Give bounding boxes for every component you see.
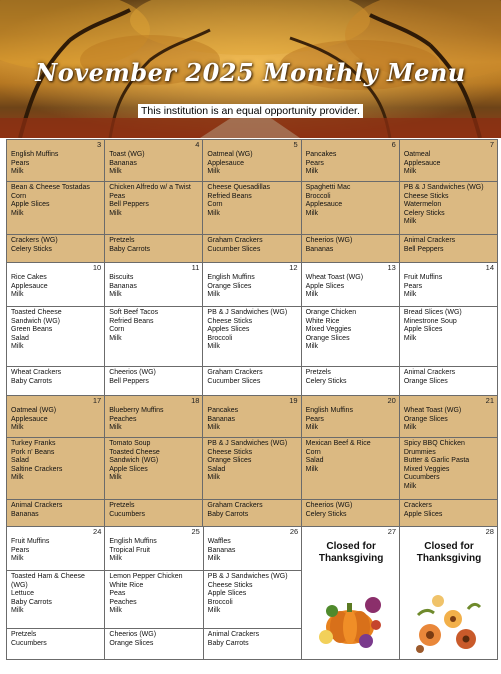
menu-item: Spaghetti Mac <box>305 184 351 191</box>
menu-item: Applesauce <box>305 201 343 209</box>
snack-cell <box>7 235 105 263</box>
menu-item: English Muffins <box>11 151 59 158</box>
week-row <box>7 527 498 660</box>
menu-item: Pears <box>11 546 30 554</box>
menu-item: Minestrone Soup <box>403 317 457 325</box>
day-cell <box>203 140 301 182</box>
menu-item: Wheat Toast (WG) <box>305 274 364 281</box>
lunch-cell <box>400 307 498 367</box>
snack-row <box>7 367 498 396</box>
day-number: 26 <box>289 527 299 536</box>
menu-item: Drummies <box>403 448 436 456</box>
lunch-cell <box>105 182 203 235</box>
menu-item: Baby Carrots <box>207 639 249 647</box>
menu-item: Milk <box>207 168 220 176</box>
lunch-cell <box>7 438 105 500</box>
week-days-block <box>7 527 302 660</box>
menu-item: Turkey Franks <box>11 440 56 447</box>
menu-item: Orange Chicken <box>305 309 357 316</box>
menu-item: Butter & Garlic Pasta <box>403 457 470 465</box>
day-number: 20 <box>387 396 396 405</box>
day-number: 27 <box>387 527 397 536</box>
day-number: 11 <box>191 263 200 272</box>
day-cell <box>7 396 105 438</box>
menu-item: Milk <box>305 209 319 217</box>
day-number: 6 <box>391 140 396 149</box>
menu-item: Milk <box>305 168 319 176</box>
menu-calendar <box>6 139 498 660</box>
menu-item: Wheat Crackers <box>11 369 62 376</box>
menu-item: Biscuits <box>109 274 134 281</box>
menu-item: Lemon Pepper Chicken <box>109 573 183 580</box>
menu-item: Apple Slices <box>109 465 148 473</box>
menu-item: Celery Sticks <box>403 209 445 217</box>
menu-item: Milk <box>11 168 24 176</box>
menu-item: Cheese Sticks <box>403 192 449 200</box>
menu-item: Milk <box>109 209 122 217</box>
menu-item: Pretzels <box>109 502 135 509</box>
day-number: 25 <box>191 527 200 536</box>
menu-item: Spicy BBQ Chicken <box>403 440 465 447</box>
menu-item: Corn <box>11 192 27 200</box>
menu-item: Animal Crackers <box>403 369 456 376</box>
menu-item: Milk <box>207 607 221 615</box>
snack-cell <box>204 629 302 660</box>
menu-item: Bananas <box>207 415 236 423</box>
page-title: November 2025 Monthly Menu <box>35 58 466 87</box>
lunch-cell <box>105 571 203 629</box>
lunch-cell <box>302 307 400 367</box>
week-row <box>7 140 498 263</box>
menu-item: English Muffins <box>109 538 157 545</box>
closed-day-cell <box>400 527 498 660</box>
menu-item: Milk <box>109 555 122 563</box>
menu-item: Corn <box>207 201 223 209</box>
menu-item: Animal Crackers <box>207 631 260 638</box>
breakfast-row <box>7 396 498 438</box>
lunch-cell <box>7 571 105 629</box>
closed-holiday: Thanksgiving <box>318 553 384 564</box>
menu-item: Milk <box>109 168 122 176</box>
day-cell <box>302 263 400 307</box>
menu-item: Milk <box>305 343 319 351</box>
menu-item: Milk <box>109 607 122 615</box>
menu-item: Milk <box>109 291 122 299</box>
menu-item: Mixed Veggies <box>305 326 352 334</box>
menu-item: Saltine Crackers <box>11 465 63 473</box>
menu-item: Milk <box>403 168 417 176</box>
menu-item: English Muffins <box>207 274 255 281</box>
breakfast-row <box>7 140 498 182</box>
week-row <box>7 396 498 527</box>
menu-item: Milk <box>403 482 417 490</box>
menu-item: Tropical Fruit <box>109 546 150 554</box>
menu-item: Chicken Alfredo w/ a Twist <box>109 184 191 191</box>
menu-item: Cheese Sticks <box>207 448 253 456</box>
menu-item: Crackers <box>403 502 432 509</box>
menu-item: Baby Carrots <box>109 245 151 253</box>
menu-item: Milk <box>11 424 24 432</box>
menu-item: Bananas <box>109 282 137 290</box>
menu-item: Baby Carrots <box>11 377 52 385</box>
menu-item: Orange Slices <box>207 282 252 290</box>
lunch-row <box>7 571 302 629</box>
header-banner <box>0 0 501 138</box>
menu-item: Watermelon <box>403 201 442 209</box>
day-cell <box>7 140 105 182</box>
menu-item: Salad <box>11 334 29 342</box>
snack-cell <box>7 500 105 527</box>
snack-cell <box>302 235 400 263</box>
menu-item: Milk <box>207 555 221 563</box>
menu-item: Toasted Cheese <box>11 309 62 316</box>
day-number: 13 <box>387 263 396 272</box>
menu-item: Peas <box>109 192 126 200</box>
menu-item: Animal Crackers <box>403 237 456 244</box>
menu-item: Lettuce <box>11 590 34 598</box>
menu-item: Celery Sticks <box>305 510 347 518</box>
menu-item: Graham Crackers <box>207 237 263 244</box>
menu-item: Graham Crackers <box>207 369 263 376</box>
lunch-cell <box>203 182 301 235</box>
menu-item: Milk <box>11 209 24 217</box>
lunch-row <box>7 307 498 367</box>
day-cell <box>7 527 105 571</box>
day-cell <box>204 527 302 571</box>
day-cell <box>400 263 498 307</box>
menu-item: Pears <box>403 282 423 290</box>
menu-item: Pork n' Beans <box>11 448 55 456</box>
menu-item: Rice Cakes <box>11 274 47 281</box>
day-cell <box>400 396 498 438</box>
menu-item: Milk <box>403 334 417 342</box>
day-number: 24 <box>93 527 102 536</box>
lunch-cell <box>204 571 302 629</box>
day-cell <box>203 396 301 438</box>
snack-cell <box>400 235 498 263</box>
menu-item: Bananas <box>305 245 334 253</box>
menu-item: Soft Beef Tacos <box>109 309 159 316</box>
menu-item: Pretzels <box>109 237 135 244</box>
snack-row <box>7 500 498 527</box>
menu-item: Fruit Muffins <box>403 274 443 281</box>
menu-item: English Muffins <box>305 407 353 414</box>
lunch-row <box>7 182 498 235</box>
menu-item: Broccoli <box>207 598 233 606</box>
menu-item: Broccoli <box>207 334 233 342</box>
menu-item: Orange Slices <box>305 334 350 342</box>
menu-item: Cucumbers <box>403 474 440 482</box>
menu-item: PB & J Sandwiches (WG) <box>207 440 288 447</box>
menu-item: Milk <box>207 209 220 217</box>
menu-item: Milk <box>403 424 417 432</box>
snack-cell <box>302 500 400 527</box>
menu-item: Mexican Beef & Rice <box>305 440 371 447</box>
menu-item: Milk <box>11 607 24 615</box>
menu-item: Milk <box>11 343 24 351</box>
breakfast-row <box>7 263 498 307</box>
day-number: 12 <box>289 263 298 272</box>
lunch-cell <box>302 438 400 500</box>
day-cell <box>105 140 203 182</box>
lunch-cell <box>7 182 105 235</box>
snack-cell <box>7 367 105 396</box>
menu-item: Cheese Sticks <box>207 317 253 325</box>
menu-item: Orange Slices <box>403 377 448 385</box>
snack-cell <box>203 500 301 527</box>
menu-item: White Rice <box>305 317 340 325</box>
menu-item: Bell Peppers <box>109 201 149 209</box>
menu-item: Apple Slices <box>403 326 443 334</box>
menu-item: Peas <box>109 590 126 598</box>
menu-item: Oatmeal (WG) <box>207 151 253 158</box>
day-cell <box>105 527 203 571</box>
snack-cell <box>105 367 203 396</box>
lunch-cell <box>203 438 301 500</box>
menu-item: Toasted Cheese <box>109 448 160 456</box>
menu-item: Animal Crackers <box>11 502 63 509</box>
menu-item: Bananas <box>11 510 39 518</box>
lunch-cell <box>105 307 203 367</box>
day-cell <box>203 263 301 307</box>
snack-cell <box>7 629 105 660</box>
menu-item: (WG) <box>11 581 28 589</box>
menu-item: Refried Beans <box>109 317 154 325</box>
menu-item: Milk <box>305 465 319 473</box>
menu-item: Green Beans <box>11 326 53 334</box>
menu-item: Pretzels <box>305 369 331 376</box>
day-number: 14 <box>485 263 495 272</box>
snack-row <box>7 235 498 263</box>
menu-item: Pears <box>305 415 324 423</box>
menu-item: Orange Slices <box>403 415 448 423</box>
day-cell <box>302 396 400 438</box>
menu-item: Sandwich (WG) <box>11 317 61 325</box>
lunch-cell <box>7 307 105 367</box>
menu-item: PB & J Sandwiches (WG) <box>403 184 484 191</box>
menu-item: Applesauce <box>207 159 244 167</box>
menu-item: Bananas <box>109 159 137 167</box>
closed-text: Closed for <box>326 541 376 552</box>
day-number: 10 <box>92 263 102 272</box>
menu-item: Celery Sticks <box>305 377 347 385</box>
snack-cell <box>105 500 203 527</box>
menu-item: Applesauce <box>11 282 48 290</box>
menu-item: Cucumbers <box>11 639 47 647</box>
menu-item: Broccoli <box>305 192 331 200</box>
day-number: 7 <box>489 140 495 149</box>
menu-item: Cucumber Slices <box>207 245 261 253</box>
day-number: 19 <box>289 396 298 405</box>
menu-item: Apple Slices <box>305 282 345 290</box>
menu-item: Corn <box>305 448 321 456</box>
day-cell <box>302 140 400 182</box>
snack-cell <box>203 367 301 396</box>
menu-item: Tomato Soup <box>109 440 151 447</box>
menu-item: Milk <box>207 424 220 432</box>
day-cell <box>400 140 498 182</box>
menu-item: Sandwich (WG) <box>109 457 159 465</box>
menu-item: Milk <box>11 555 24 563</box>
day-number: 3 <box>97 140 102 149</box>
autumn-flowers-icon <box>408 579 488 655</box>
menu-item: Peaches <box>109 415 137 423</box>
snack-cell <box>400 367 498 396</box>
menu-item: Milk <box>403 291 417 299</box>
day-number: 28 <box>485 527 494 536</box>
menu-item: Blueberry Muffins <box>109 407 164 414</box>
menu-item: Cheese Sticks <box>207 581 253 589</box>
lunch-cell <box>105 438 203 500</box>
menu-item: Baby Carrots <box>11 598 52 606</box>
menu-item: Cucumber Slices <box>207 377 261 385</box>
menu-item: Mixed Veggies <box>403 465 450 473</box>
week-row <box>7 263 498 396</box>
menu-item: Salad <box>11 457 29 465</box>
day-number: 18 <box>191 396 200 405</box>
day-number: 5 <box>293 140 298 149</box>
menu-item: Oatmeal <box>403 151 431 158</box>
equal-opportunity-notice: This institution is an equal opportunity provider. <box>138 104 363 118</box>
closed-notice <box>306 541 396 565</box>
menu-item: Milk <box>11 474 24 482</box>
menu-item: Apple Slices <box>207 590 247 598</box>
menu-item: Milk <box>305 424 319 432</box>
menu-item: Applesauce <box>11 415 48 423</box>
lunch-cell <box>400 438 498 500</box>
menu-item: Salad <box>305 457 324 465</box>
menu-item: Salad <box>207 465 226 473</box>
day-number: 17 <box>92 396 102 405</box>
snack-cell <box>105 235 203 263</box>
snack-cell <box>302 367 400 396</box>
snack-cell <box>203 235 301 263</box>
menu-item: Milk <box>207 343 220 351</box>
closed-holiday: Thanksgiving <box>416 553 482 564</box>
menu-item: Bean & Cheese Tostadas <box>11 184 90 191</box>
lunch-cell <box>203 307 301 367</box>
menu-item: Milk <box>207 474 220 482</box>
day-cell <box>105 396 203 438</box>
day-number: 21 <box>485 396 495 405</box>
menu-item: Pancakes <box>207 407 239 414</box>
day-cell <box>7 263 105 307</box>
menu-item: Apples Slices <box>207 326 250 334</box>
menu-item: Orange Slices <box>109 639 154 647</box>
closed-text: Closed for <box>424 541 474 552</box>
lunch-cell <box>400 182 498 235</box>
menu-item: Bell Peppers <box>109 377 149 385</box>
menu-item: Milk <box>11 291 24 299</box>
menu-item: PB & J Sandwiches (WG) <box>207 573 288 580</box>
day-number: 4 <box>195 140 200 149</box>
menu-item: Milk <box>109 334 122 342</box>
menu-item: White Rice <box>109 581 144 589</box>
menu-item: Milk <box>109 474 122 482</box>
menu-item: Oatmeal (WG) <box>11 407 57 414</box>
menu-item: Pancakes <box>305 151 337 158</box>
menu-item: Pears <box>11 159 30 167</box>
snack-row <box>7 629 302 660</box>
menu-item: Cheerios (WG) <box>109 369 156 376</box>
menu-item: Crackers (WG) <box>11 237 58 244</box>
menu-item: Cucumbers <box>109 510 145 518</box>
menu-item: Apple Slices <box>11 201 50 209</box>
menu-item: Cheese Quesadillas <box>207 184 271 191</box>
snack-cell <box>105 629 203 660</box>
menu-item: Celery Sticks <box>11 245 52 253</box>
snack-cell <box>400 500 498 527</box>
menu-item: Pretzels <box>11 631 37 638</box>
day-cell <box>105 263 203 307</box>
menu-item: Apple Slices <box>403 510 443 518</box>
menu-item: Toasted Ham & Cheese <box>11 573 85 580</box>
breakfast-row <box>7 527 302 571</box>
menu-item: Graham Crackers <box>207 502 263 509</box>
menu-item: Fruit Muffins <box>11 538 50 545</box>
menu-item: Milk <box>207 291 220 299</box>
menu-item: Wheat Toast (WG) <box>403 407 462 414</box>
menu-item: Milk <box>305 291 319 299</box>
menu-item: Milk <box>109 424 122 432</box>
closed-notice <box>404 541 494 565</box>
menu-item: Applesauce <box>403 159 441 167</box>
menu-item: PB & J Sandwiches (WG) <box>207 309 288 316</box>
menu-item: Bread Slices (WG) <box>403 309 462 316</box>
menu-item: Baby Carrots <box>207 510 249 518</box>
menu-item: Bananas <box>207 546 236 554</box>
menu-item: Orange Slices <box>207 457 252 465</box>
lunch-cell <box>302 182 400 235</box>
menu-item: Refried Beans <box>207 192 252 200</box>
menu-item: Cheerios (WG) <box>305 502 353 509</box>
menu-item: Peaches <box>109 598 137 606</box>
menu-item: Cheerios (WG) <box>109 631 157 638</box>
menu-item: Cheerios (WG) <box>305 237 353 244</box>
lunch-row <box>7 438 498 500</box>
menu-item: Waffles <box>207 538 231 545</box>
menu-item: Milk <box>403 218 417 226</box>
menu-item: Toast (WG) <box>109 151 145 158</box>
menu-item: Corn <box>109 326 125 334</box>
menu-item: Pears <box>305 159 324 167</box>
closed-day-cell <box>302 527 400 660</box>
pumpkin-bouquet-icon <box>310 575 390 653</box>
menu-item: Bell Peppers <box>403 245 444 253</box>
